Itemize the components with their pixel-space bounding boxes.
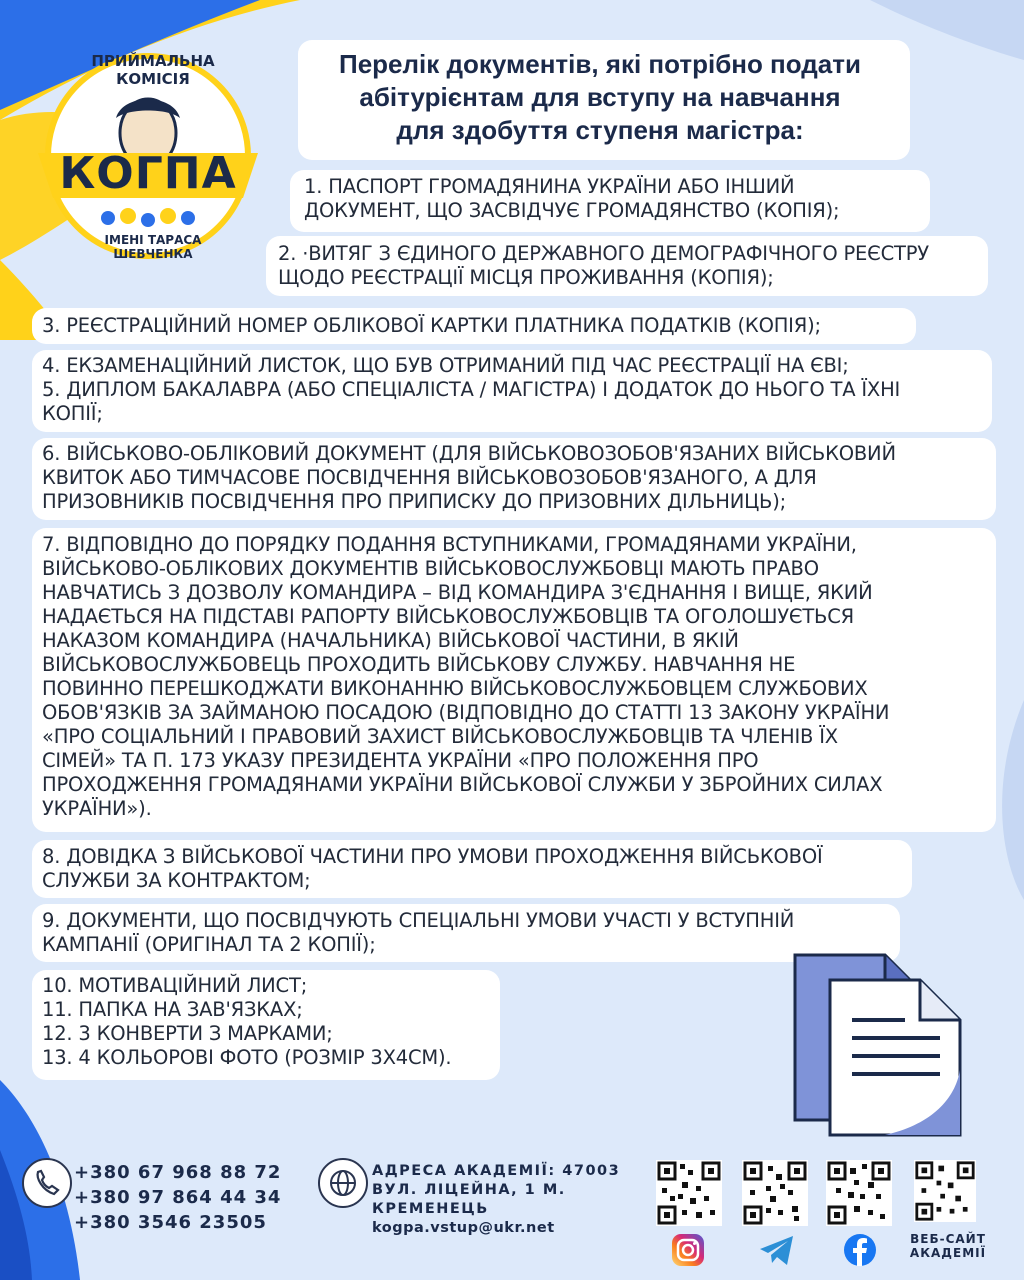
logo-sub-text: ІМЕНІ ТАРАСА ШЕВЧЕНКА — [104, 233, 202, 261]
list-item-7 — [32, 528, 996, 832]
website-label-line-2: АКАДЕМІЇ — [909, 1246, 987, 1260]
phone-list — [74, 1160, 281, 1235]
phone-number-2[interactable]: +380 97 864 44 34 — [74, 1187, 282, 1208]
list-item-8 — [32, 840, 912, 898]
logo — [18, 38, 278, 268]
instagram-icon[interactable] — [670, 1232, 706, 1268]
list-item-text: 3. РЕЄСТРАЦІЙНИЙ НОМЕР ОБЛІКОВОЇ КАРТКИ ПЛАТНИКА ПОДАТКІВ (КОПІЯ); — [42, 314, 821, 337]
telegram-icon[interactable] — [758, 1234, 796, 1268]
qr-code-facebook[interactable] — [826, 1160, 892, 1226]
globe-icon — [318, 1158, 368, 1208]
address-line-2: ВУЛ. ЛІЦЕЙНА, 1 М. — [372, 1182, 566, 1198]
list-item-9 — [32, 904, 900, 962]
qr-code-telegram[interactable] — [742, 1160, 808, 1226]
list-item-4-5 — [32, 350, 992, 432]
list-item-text: 9. ДОКУМЕНТИ, ЩО ПОСВІДЧУЮТЬ СПЕЦІАЛЬНІ УМОВИ УЧАСТІ У ВСТУПНІЙ КАМПАНІЇ (ОРИГІНАЛ ТА 2 КОПІЇ); — [42, 909, 795, 956]
qr-code-instagram[interactable] — [656, 1160, 722, 1226]
title-line-1: Перелік документів, які потрібно подати — [339, 49, 861, 79]
facebook-icon[interactable] — [842, 1232, 878, 1268]
address-line-1: АДРЕСА АКАДЕМІЇ: 47003 — [372, 1163, 621, 1179]
list-item-2 — [266, 236, 988, 296]
list-item-text: 2. ·ВИТЯГ З ЄДИНОГО ДЕРЖАВНОГО ДЕМОГРАФІЧНОГО РЕЄСТРУ ЩОДО РЕЄСТРАЦІЇ МІСЦЯ ПРОЖИВАННЯ (КОПІЯ); — [278, 242, 929, 289]
page-title — [290, 48, 910, 147]
documents-icon — [790, 950, 970, 1140]
address-line-3: КРЕМЕНЕЦЬ — [372, 1201, 489, 1217]
list-item-text: 6. ВІЙСЬКОВО-ОБЛІКОВИЙ ДОКУМЕНТ (ДЛЯ ВІЙСЬКОВОЗОБОВ'ЯЗАНИХ ВІЙСЬКОВИЙ КВИТОК АБО ТИМЧАСОВЕ ПОСВІДЧЕННЯ ВІЙСЬКОВОЗОБОВ'ЯЗАНОГО, А ДЛЯ ПРИЗОВНИКІВ ПОСВІДЧЕННЯ ПРО ПРИПИСКУ ДО ПРИЗОВНИХ ДІЛЬНИЦЬ); — [42, 442, 896, 513]
logo-name: КОГПА — [59, 148, 237, 199]
email-link[interactable]: kogpa.vstup@ukr.net — [372, 1220, 555, 1236]
title-line-3: для здобуття ступеня магістра: — [396, 115, 804, 145]
qr-code-website[interactable] — [914, 1160, 976, 1222]
phone-number-1[interactable]: +380 67 968 88 72 — [74, 1162, 282, 1183]
list-item-text: 8. ДОВІДКА З ВІЙСЬКОВОЇ ЧАСТИНИ ПРО УМОВИ ПРОХОДЖЕННЯ ВІЙСЬКОВОЇ СЛУЖБИ ЗА КОНТРАКТОМ; — [42, 845, 823, 892]
website-label-line-1: ВЕБ-САЙТ — [910, 1232, 986, 1246]
list-item-text: 7. ВІДПОВІДНО ДО ПОРЯДКУ ПОДАННЯ ВСТУПНИКАМИ, ГРОМАДЯНАМИ УКРАЇНИ, ВІЙСЬКОВО-ОБЛІКОВИХ ДОКУМЕНТІВ ВІЙСЬКОВОСЛУЖБОВЦІ МАЮТЬ ПРАВО НАВЧАТИСЬ З ДОЗВОЛУ КОМАНДИРА – ВІД КОМАНДИРА З'ЄДНАННЯ І ВИЩЕ, ЯКИЙ НАДАЄТЬСЯ НА ПІДСТАВІ РАПОРТУ ВІЙСЬКОВОСЛУЖБОВЦІВ ТА ОГОЛОШУЄТЬСЯ НАКАЗОМ КОМАНДИРА (НАЧАЛЬНИКА) ВІЙСЬКОВОЇ ЧАСТИНИ, В ЯКІЙ ВІЙСЬКОВОСЛУЖБОВЕЦЬ ПРОХОДИТЬ ВІЙСЬКОВУ СЛУЖБУ. НАВЧАННЯ НЕ ПОВИННО ПЕРЕШКОДЖАТИ ВИКОНАННЮ ВІЙСЬКОВОСЛУЖБОВЦЕМ СЛУЖБОВИХ ОБОВ'ЯЗКІВ ЗА ЗАЙМАНОЮ ПОСАДОЮ (ВІДПОВІДНО ДО СТАТТІ 13 ЗАКОНУ УКРАЇНИ «ПРО СОЦІАЛЬНИЙ І ПРАВОВИЙ ЗАХИСТ ВІЙСЬКОВОСЛУЖБОВЦІВ ТА ЧЛЕНІВ ЇХ СІМЕЙ» ТА П. 173 УКАЗУ ПРЕЗИДЕНТА УКРАЇНИ «ПРО ПОЛОЖЕННЯ ПРО ПРОХОДЖЕННЯ ГРОМАДЯНАМИ УКРАЇНИ ВІЙСЬКОВОЇ СЛУЖБИ У ЗБРОЙНИХ СИЛАХ УКРАЇНИ»). — [42, 533, 890, 820]
logo-arc-text: ПРИЙМАЛЬНА КОМІСІЯ — [91, 52, 215, 88]
list-item-3 — [32, 308, 916, 344]
phone-number-3[interactable]: +380 3546 23505 — [74, 1212, 267, 1233]
list-item-text: 10. МОТИВАЦІЙНИЙ ЛИСТ; 11. ПАПКА НА ЗАВ'ЯЗКАХ; 12. 3 КОНВЕРТИ З МАРКАМИ; 13. 4 КОЛЬОРОВІ ФОТО (РОЗМІР 3Х4СМ). — [42, 974, 452, 1069]
website-label — [898, 1232, 998, 1260]
list-item-text: 1. ПАСПОРТ ГРОМАДЯНИНА УКРАЇНИ АБО ІНШИЙ ДОКУМЕНТ, ЩО ЗАСВІДЧУЄ ГРОМАДЯНСТВО (КОПІЯ); — [304, 175, 840, 222]
phone-icon — [22, 1158, 72, 1208]
list-item-1 — [290, 170, 930, 232]
address-block — [372, 1162, 620, 1238]
list-item-text: 4. ЕКЗАМЕНАЦІЙНИЙ ЛИСТОК, ЩО БУВ ОТРИМАНИЙ ПІД ЧАС РЕЄСТРАЦІЇ НА ЄВІ; 5. ДИПЛОМ БАКАЛАВРА (АБО СПЕЦІАЛІСТА / МАГІСТРА) І ДОДАТОК ДО НЬОГО ТА ЇХНІ КОПІЇ; — [42, 354, 901, 425]
title-line-2: абітурієнтам для вступу на навчання — [359, 82, 841, 112]
list-item-6 — [32, 438, 996, 520]
list-item-10-13 — [32, 970, 500, 1080]
